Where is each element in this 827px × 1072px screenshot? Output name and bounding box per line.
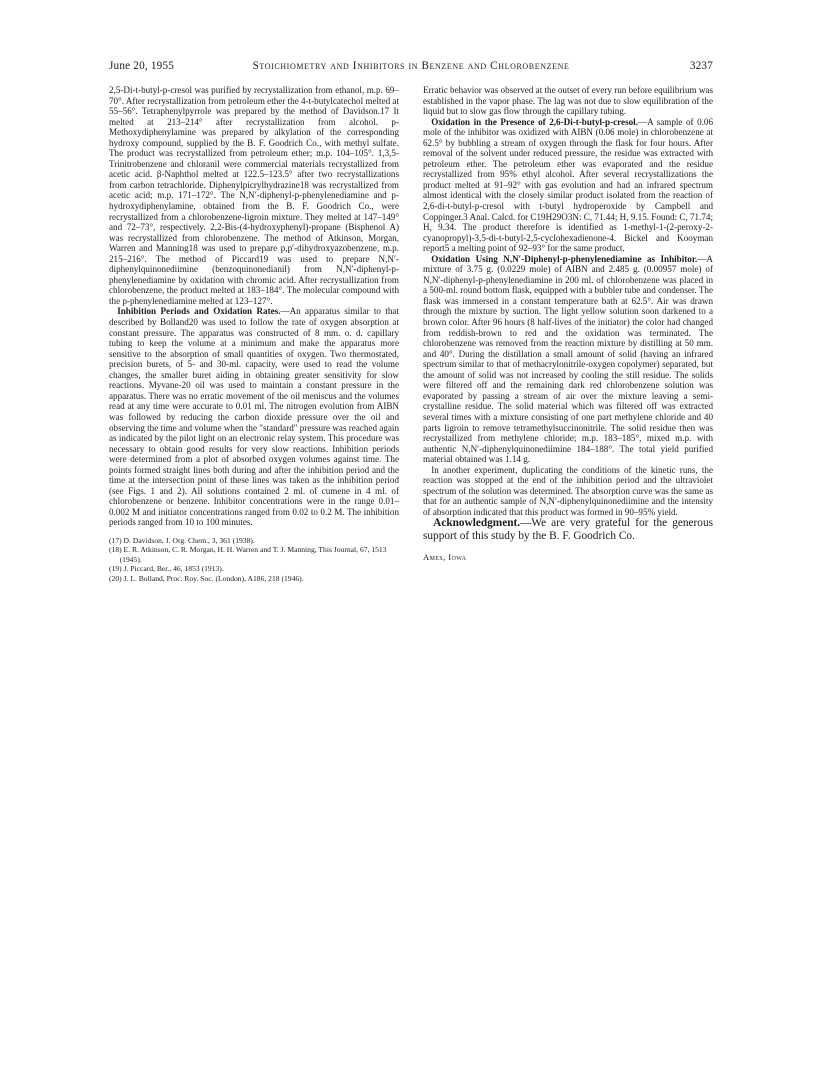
cresol-oxidation-paragraph — [423, 117, 713, 254]
uv-spectrum-paragraph: In another experiment, duplicating the conditions of the kinetic runs, the reaction was stopped at the end of the inhibition period and the ultraviolet spectrum of the solution was determined. The absorption curve was the same as that for an authentic sample of N,N′-diphenylquinonediimine and the intensity of absorption indicated that this product was formed in 90–95% yield. — [423, 464, 713, 517]
reference-17: (17) D. Davidson, J. Org. Chem., 3, 361 (1938). — [109, 535, 255, 545]
header-title: Stoichiometry and Inhibitors in Benzene and Chlorobenzene — [252, 60, 570, 72]
reference-20: (20) J. L. Bolland, Proc. Roy. Soc. (London), A186, 218 (1946). — [109, 573, 304, 583]
inhibition-periods-text: —An apparatus similar to that described by Bolland20 was used to follow the rate of oxygen absorption at constant pressure. The apparatus was constructed of 8 mm. o. d. capillary tubing to keep the volume at a minimum and make the apparatus more sensitive to the absorption of small quantities of oxygen. Two thermostated, precision burets, of 5- and 30-ml. capacity, were used to read the volume changes, the smaller buret aiding in obtaining greater sensitivity for slow reactions. Myvane-20 oil was used to maintain a constant pressure in the apparatus. There was no erratic movement of the oil meniscus and the volumes read at any time were accurate to 0.01 ml. The nitrogen evolution from AIBN was followed by reducing the carbon dioxide pressure over the oil and observing the time and volume when the "standard" pressure was reached again as indicated by the pilot light on an electronic relay system. This procedure was necessary to obtain good results for very slow reactions. Inhibition periods were determined from a plot of absorbed oxygen volumes against time. The points formed straight lines both during and after the inhibition period and the time at the intersection point of these lines was taken as the inhibition period (see Figs. 1 and 2). All solutions contained 2 ml. of cumene in 4 ml. of chlorobenzene or benzene. Inhibitor concentrations were in the range 0.01–0.002 M and initiator concentrations ranged from 0.02 to 0.2 M. The inhibition periods ranged from 10 to 100 minutes. — [109, 306, 399, 528]
cresol-oxidation-text: —A sample of 0.06 mole of the inhibitor was oxidized with AIBN (0.06 mole) in chlorobenzene at 62.5° by bubbling a stream of oxygen through the flask for four hours. After removal of the solvent under reduced pressure, the residue was extracted with petroleum ether. The petroleum ether was evaporated and the residue recrystallized from 95% ethyl alcohol. After several recrystallizations the product melted at 91–92° with gas evolution and had an infrared spectrum almost identical with the closely similar product isolated from the reaction of 2,6-di-t-butyl-p-cresol with t-butyl hydroperoxide by Campbell and Coppinger.3 Anal. Calcd. for C19H29O3N: C, 71.44; H, 9.15. Found: C, 71.74; H, 9.34. The product therefore is identified as 1-methyl-1-(2-peroxy-2-cyanopropyl)-3,5-di-t-butyl-2,5-cyclohexadienone-4. Bickel and Kooyman report5 a melting point of 92–93° for the same product. — [423, 116, 713, 254]
footnote-references — [109, 536, 399, 583]
diamine-oxidation-paragraph — [423, 254, 713, 465]
reference-18: (18) E. R. Atkinson, C. R. Morgan, H. H. Warren and T. J. Manning, This Journal, 67, 1513 (1945). — [109, 545, 387, 564]
right-column — [423, 85, 713, 562]
inhibition-periods-paragraph — [109, 306, 399, 527]
materials-paragraph: 2,5-Di-t-butyl-p-cresol was purified by recrystallization from ethanol, m.p. 69–70°. After recrystallization from petroleum ether the 4-t-butylcatechol melted at 55–56°. Tetraphenylpyrrole was prepared by the method of Davidson.17 It melted at 213–214° after recrystallization from alcohol. p-Methoxydiphenylamine was prepared by alkylation of the corresponding hydroxy compound, supplied by the B. F. Goodrich Co., with methyl sulfate. The product was recrystallized from petroleum ether; m.p. 104–105°. 1,3,5-Trinitrobenzene and chloranil were commercial materials recrystallized from acetic acid. β-Naphthol melted at 122.5–123.5° after two recrystallizations from carbon tetrachloride. Diphenylpicrylhydrazine18 was recrystallized from acetic acid; m.p. 171–172°. The N,N′-diphenyl-p-phenylenediamine and p-hydroxydiphenylamine, obtained from the B. F. Goodrich Co., were recrystallized from a chlorobenzene-ligroin mixture. They melted at 147–149° and 72–73°, respectively. 2,2-Bis-(4-hydroxyphenyl)-propane (Bisphenol A) was recrystallized from chlorobenzene. The method of Atkinson, Morgan, Warren and Manning18 was used to prepare p,p′-dihydroxyazobenzene, m.p. 215–216°. The method of Piccard19 was used to prepare N,N′-diphenylquinonediimine (benzoquinonedianil) from N,N′-diphenyl-p-phenylenediamine by oxidation with chromic acid. After recrystallization from chlorobenzene, the product melted at 183–184°. The molecular compound with the p-phenylenediamine melted at 123–127°. — [109, 85, 399, 306]
acknowledgment — [423, 517, 713, 542]
reference-19: (19) J. Piccard, Ber., 46, 1853 (1913). — [109, 564, 224, 574]
diamine-oxidation-text: —A mixture of 3.75 g. (0.0229 mole) of AIBN and 2.485 g. (0.00957 mole) of N,N′-diphenyl-p-phenylenediamine in 200 ml. of chlorobenzene was placed in a 500-ml. round bottom flask, equipped with a bubbler tube and condenser. The flask was immersed in a constant temperature bath at 62.5°. Air was drawn through the mixture by suction. The light yellow solution soon darkened to a brown color. After 96 hours (8 half-lives of the initiator) the color had changed from reddish-brown to red and the oxidation was terminated. The chlorobenzene was removed from the reaction mixture by distilling at 50 mm. and 40°. During the distillation a small amount of solid (having an infrared spectrum similar to that of methacrylonitrile-oxygen copolymer) separated, but the amount of solid was not increased by cooling the still residue. The solids were filtered off and the remaining dark red chlorobenzene solution was evaporated by passing a stream of air over the mixture leaving a semi-crystalline residue. The solid material which was filtered off was extracted several times with a mixture consisting of one part methylene chloride and 40 parts ligroin to remove tetramethylsuccinonitrile. The solid residue then was recrystallized from methylene chloride; m.p. 183–185°, mixed m.p. with authentic N,N′-diphenylquinonediimine 184–188°. The total yield purified material obtained was 1.14 g. — [423, 253, 713, 465]
header-date: June 20, 1955 — [109, 60, 175, 72]
inhibition-periods-heading: Inhibition Periods and Oxidation Rates. — [117, 306, 281, 317]
erratic-behavior-paragraph: Erratic behavior was observed at the outset of every run before equilibrium was established in the vapor phase. The lag was not due to slow equilibration of the liquid but to slow gas flow through the capillary tubing. — [423, 85, 713, 117]
institution-location: Ames, Iowa — [423, 551, 467, 562]
cresol-oxidation-heading: Oxidation in the Presence of 2,6-Di-t-butyl-p-cresol. — [431, 116, 638, 127]
acknowledgment-text: —We are very grateful for the generous support of this study by the B. F. Goodrich Co. — [423, 517, 713, 543]
left-column — [109, 85, 399, 583]
diamine-oxidation-heading: Oxidation Using N,N′-Diphenyl-p-phenylenediamine as Inhibitor. — [431, 253, 698, 264]
running-header — [109, 60, 713, 76]
page-number: 3237 — [689, 60, 713, 72]
acknowledgment-heading: Acknowledgment. — [433, 517, 521, 530]
